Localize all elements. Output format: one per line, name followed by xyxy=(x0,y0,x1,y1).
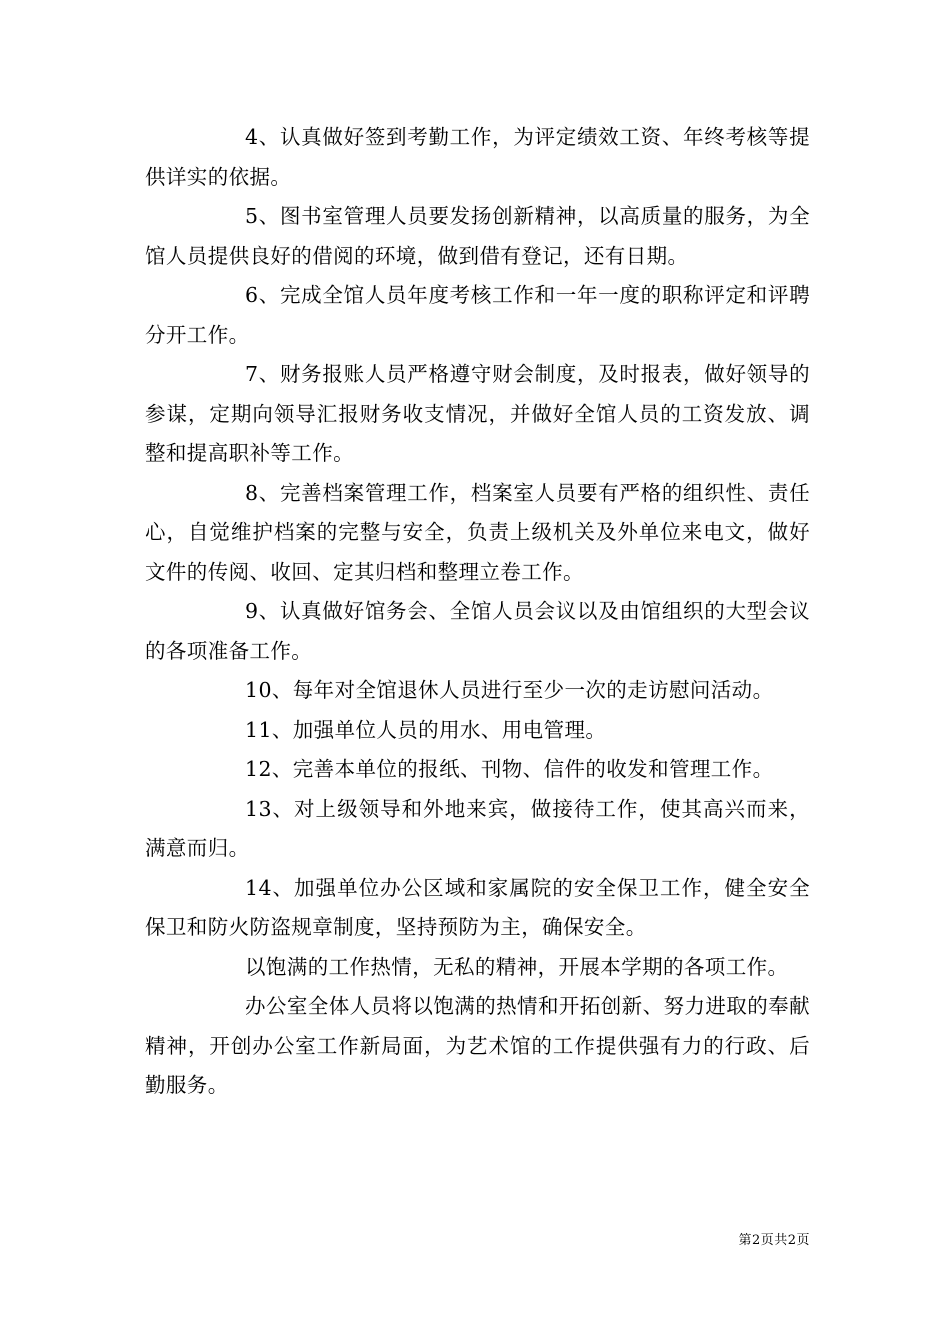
paragraph-item-10: 10、每年对全馆退休人员进行至少一次的走访慰问活动。 xyxy=(245,678,774,702)
paragraph-item-14: 14、加强单位办公区域和家属院的安全保卫工作，健全安全保卫和防火防盗规章制度，坚持预防为主，确保安全。 xyxy=(145,875,810,939)
paragraph-item-7: 7、财务报账人员严格遵守财会制度，及时报表，做好领导的参谋，定期向领导汇报财务收支情况，并做好全馆人员的工资发放、调整和提高职补等工作。 xyxy=(145,362,810,465)
paragraph-item-4: 4、认真做好签到考勤工作，为评定绩效工资、年终考核等提供详实的依据。 xyxy=(145,125,810,189)
paragraph-item-13: 13、对上级领导和外地来宾，做接待工作，使其高兴而来，满意而归。 xyxy=(145,796,810,860)
paragraph-summary: 以饱满的工作热情，无私的精神，开展本学期的各项工作。 xyxy=(245,954,789,979)
paragraph-item-11: 11、加强单位人员的用水、用电管理。 xyxy=(245,717,607,742)
page-number: 第2页共2页 xyxy=(738,1233,810,1248)
paragraph-item-6: 6、完成全馆人员年度考核工作和一年一度的职称评定和评聘分开工作。 xyxy=(145,283,810,347)
paragraph-conclusion: 办公室全体人员将以饱满的热情和开拓创新、努力进取的奉献精神，开创办公室工作新局面，为艺术馆的工作提供强有力的行政、后勤服务。 xyxy=(145,994,810,1097)
document-body xyxy=(145,118,810,1106)
paragraph-item-12: 12、完善本单位的报纸、刊物、信件的收发和管理工作。 xyxy=(245,757,774,781)
paragraph-item-5: 5、图书室管理人员要发扬创新精神，以高质量的服务，为全馆人员提供良好的借阅的环境，做到借有登记，还有日期。 xyxy=(145,204,810,268)
paragraph-item-9: 9、认真做好馆务会、全馆人员会议以及由馆组织的大型会议的各项准备工作。 xyxy=(145,599,810,663)
paragraph-item-8: 8、完善档案管理工作，档案室人员要有严格的组织性、责任心，自觉维护档案的完整与安全，负责上级机关及外单位来电文，做好文件的传阅、收回、定其归档和整理立卷工作。 xyxy=(145,480,810,584)
